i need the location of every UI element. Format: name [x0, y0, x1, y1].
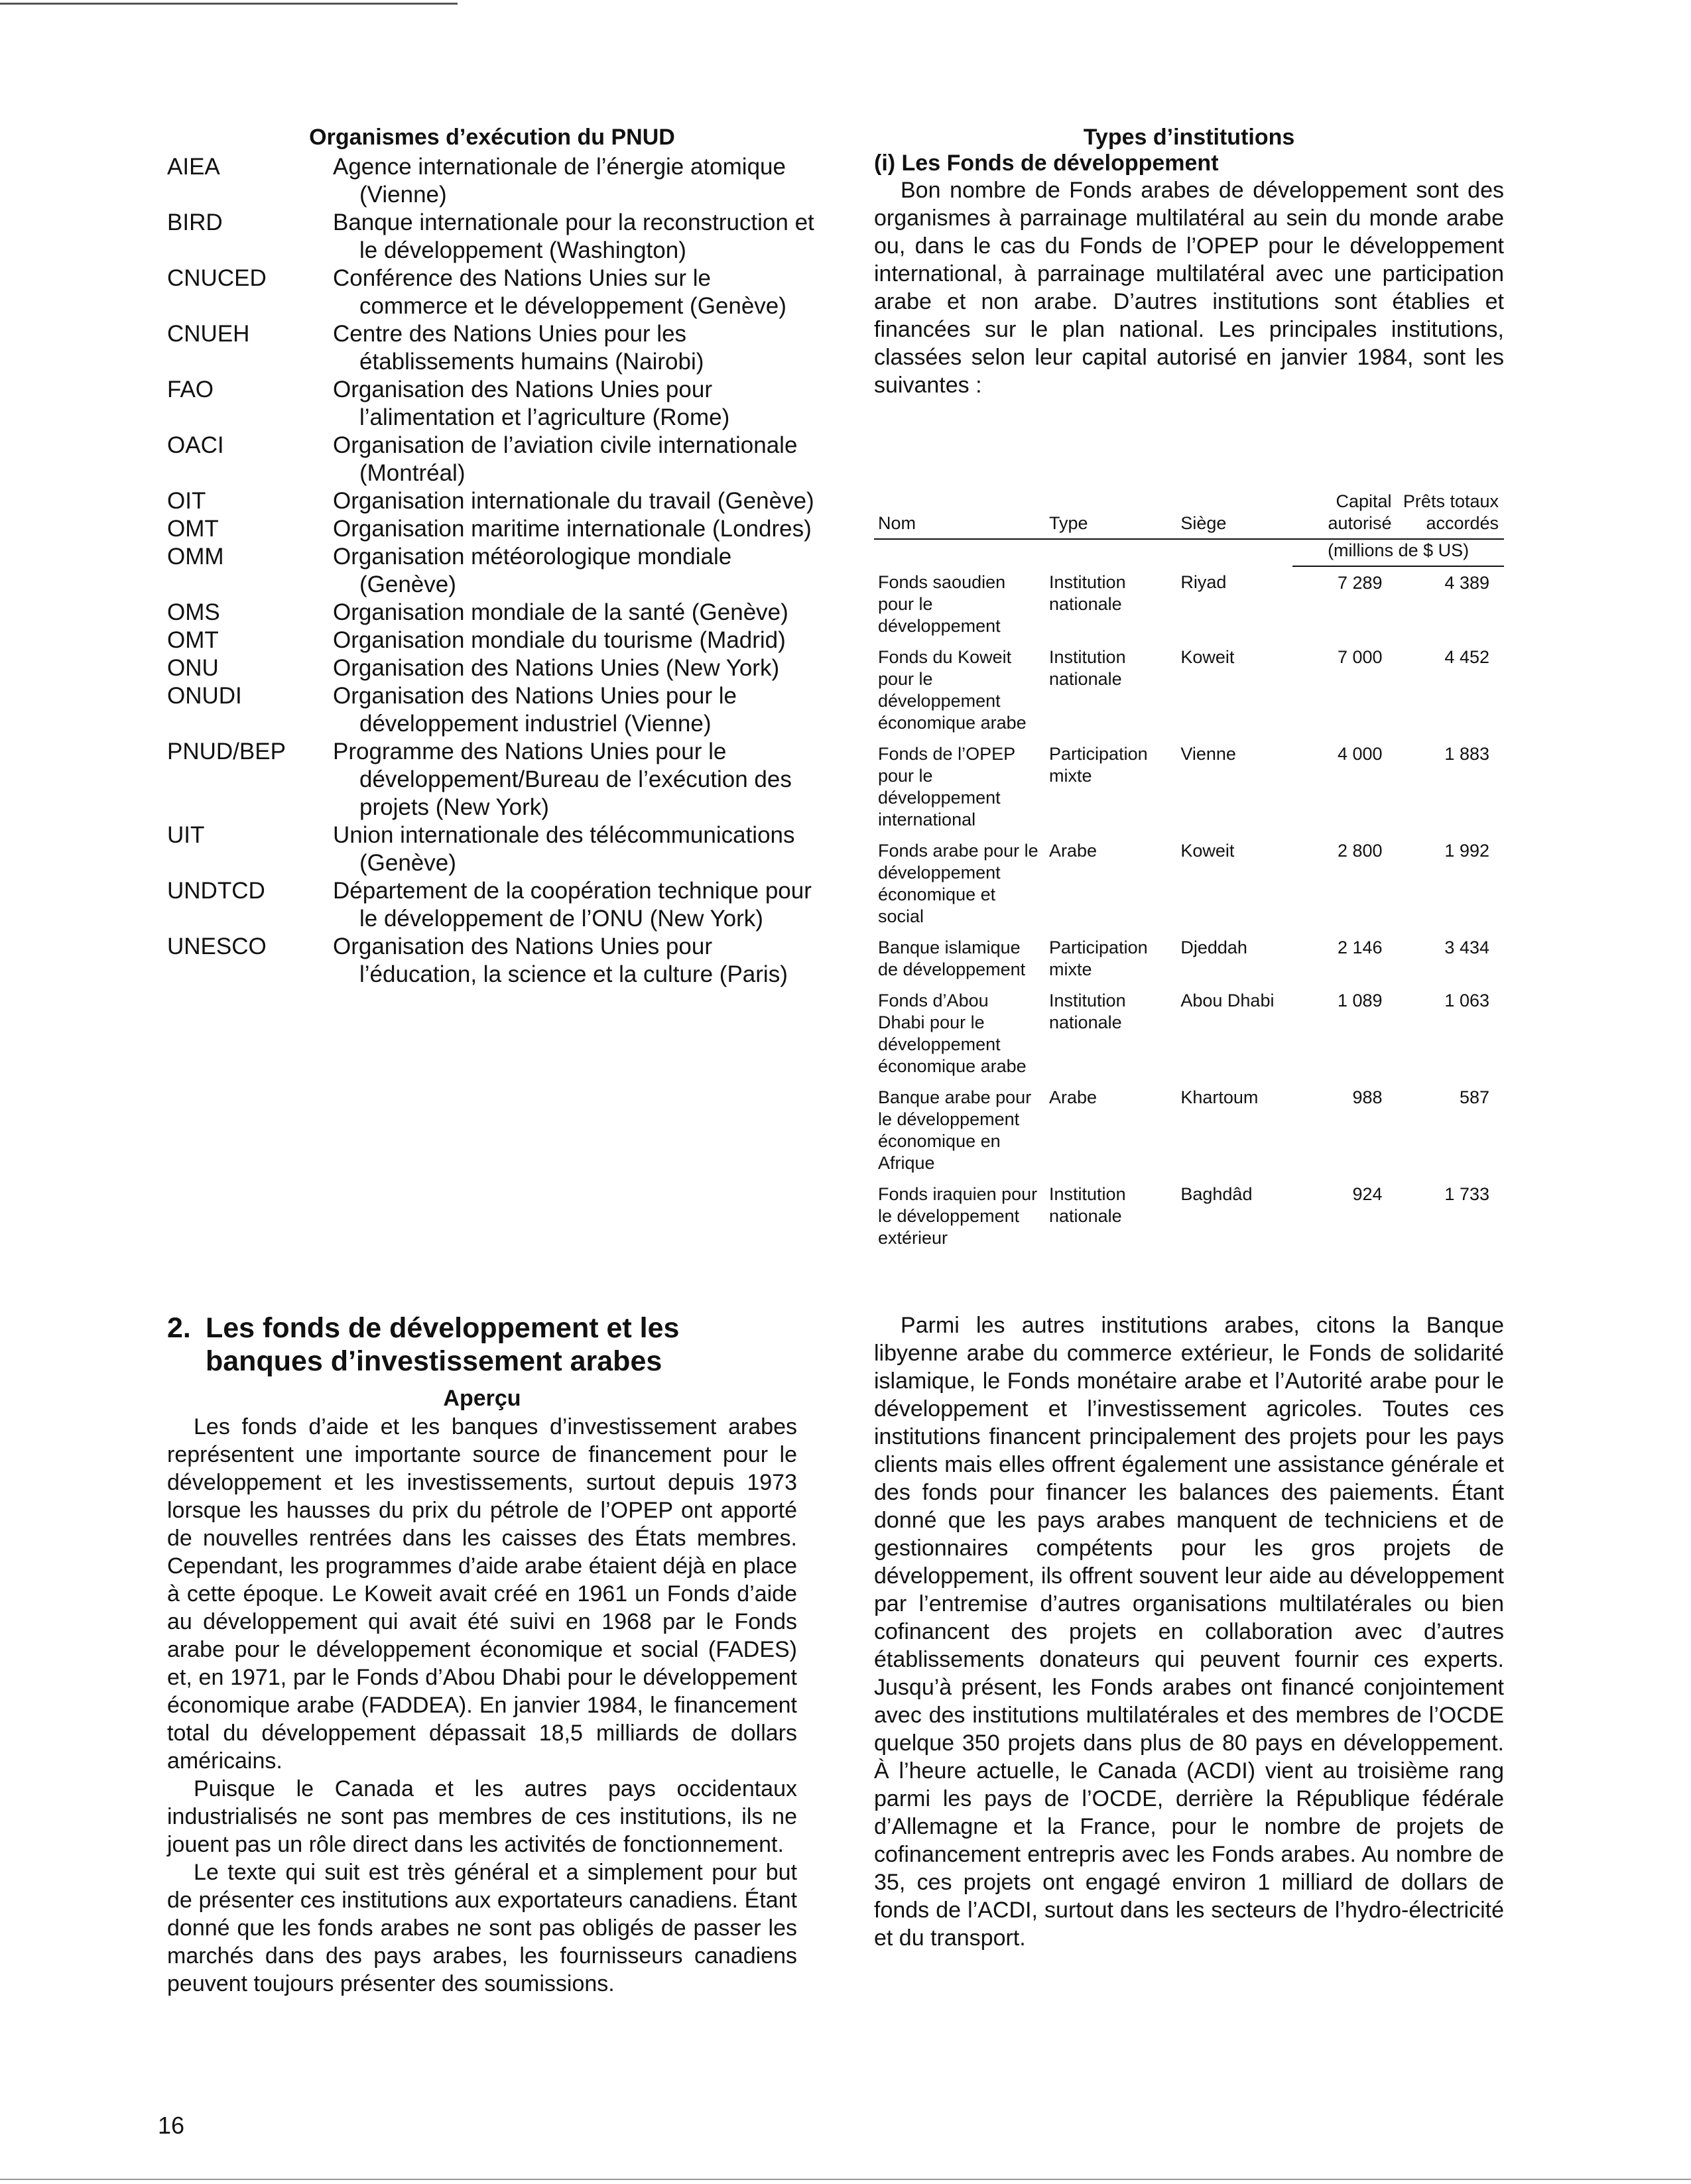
pnud-entry-name: Organisation mondiale du tourisme (Madrid) — [333, 627, 786, 653]
types-title: Types d’institutions — [1083, 125, 1295, 150]
pnud-entry-name: Organisation des Nations Unies (New York) — [333, 655, 780, 681]
cell-type: Arabe — [1049, 1087, 1097, 1107]
cell-nom: Banque islamique de développement — [878, 938, 1026, 979]
pnud-entry-abbr: OIT — [167, 488, 206, 514]
pnud-entry-name: Organisation mondiale de la santé (Genève) — [333, 599, 788, 625]
cell-prets: 4 389 — [1444, 573, 1489, 593]
pnud-entry — [167, 738, 817, 821]
table-row — [874, 932, 1504, 985]
cell-nom: Fonds arabe pour le développement économique et social — [878, 841, 1038, 926]
col-type: Type — [1045, 491, 1176, 539]
cell-type: Arabe — [1049, 841, 1097, 861]
col-prets-label: Prêts totaux accordés — [1403, 491, 1499, 533]
cell-nom: Banque arabe pour le développement économique en Afrique — [878, 1087, 1032, 1173]
pnud-entry — [167, 654, 817, 682]
pnud-entry-abbr: OMM — [167, 544, 224, 570]
section-2-heading — [167, 1311, 797, 1378]
types-subtitle: (i) Les Fonds de développement — [874, 151, 1219, 176]
pnud-entry — [167, 515, 817, 543]
pnud-entry — [167, 487, 817, 515]
cell-type: Institution nationale — [1049, 647, 1126, 689]
funds-table-header — [874, 491, 1504, 539]
pnud-entry-abbr: BIRD — [167, 210, 223, 235]
cell-capital: 2 146 — [1337, 938, 1383, 957]
table-row — [874, 835, 1504, 932]
cell-siege: Baghdâd — [1180, 1184, 1253, 1204]
section-2-subheading: Aperçu — [443, 1386, 521, 1411]
pnud-entry-abbr: UNDTCD — [167, 878, 265, 904]
section-2 — [167, 1311, 797, 1998]
pnud-entry-name: Banque internationale pour la reconstruction et le développement (Washington) — [333, 210, 814, 263]
cell-type: Participation mixte — [1049, 938, 1148, 979]
pnud-entry — [167, 821, 817, 877]
pnud-entry-abbr: ONU — [167, 655, 219, 681]
pnud-entry-abbr: OMS — [167, 599, 220, 625]
pnud-entry-abbr: PNUD/BEP — [167, 739, 286, 764]
col-nom: Nom — [874, 491, 1045, 539]
col-prets — [1397, 491, 1504, 539]
cell-capital: 7 289 — [1337, 573, 1383, 593]
cell-capital: 988 — [1352, 1087, 1383, 1107]
cell-siege: Abou Dhabi — [1180, 991, 1275, 1010]
cell-capital: 2 800 — [1337, 841, 1383, 861]
pnud-entry-abbr: FAO — [167, 377, 214, 402]
section-2-number: 2. — [167, 1312, 191, 1344]
cell-type: Institution nationale — [1049, 572, 1126, 614]
col-siege: Siège — [1176, 491, 1292, 539]
pnud-entry-name: Union internationale des télécommunications (Genève) — [333, 822, 795, 876]
cell-siege: Riyad — [1180, 572, 1227, 592]
pnud-entry-name: Agence internationale de l’énergie atomique (Vienne) — [333, 154, 786, 208]
page-number: 16 — [158, 2112, 185, 2139]
pnud-entry-abbr: UIT — [167, 822, 205, 848]
pnud-agencies-list — [167, 125, 817, 989]
pnud-entry — [167, 682, 817, 738]
pnud-entry — [167, 376, 817, 432]
pnud-entry — [167, 432, 817, 487]
section-2-paragraph-2: Puisque le Canada et les autres pays occidentaux industrialisés ne sont pas membres de ces institutions, ils ne jouent pas un rôle direct dans les activités de fonctionnement. — [167, 1776, 797, 1857]
cell-siege: Koweit — [1180, 647, 1235, 667]
pnud-entry-name: Organisation des Nations Unies pour l’alimentation et l’agriculture (Rome) — [333, 377, 730, 430]
pnud-entry-name: Programme des Nations Unies pour le développement/Bureau de l’exécution des projets (New York) — [333, 739, 792, 820]
pnud-entry — [167, 933, 817, 989]
table-row — [874, 738, 1504, 835]
cell-capital: 924 — [1352, 1184, 1383, 1204]
pnud-rows — [167, 153, 817, 989]
pnud-entry — [167, 320, 817, 376]
cell-siege: Djeddah — [1180, 938, 1247, 957]
pnud-entry-abbr: UNESCO — [167, 934, 267, 959]
pnud-entry-abbr: AIEA — [167, 154, 220, 180]
pnud-entry — [167, 877, 817, 933]
col-capital-label: Capital autorisé — [1328, 491, 1392, 533]
pnud-list-title: Organismes d’exécution du PNUD — [309, 125, 675, 150]
institution-types — [874, 125, 1504, 399]
cell-capital: 7 000 — [1337, 647, 1383, 667]
pnud-entry — [167, 153, 817, 209]
section-2-paragraph-1: Les fonds d’aide et les banques d’investissement arabes représentent une importante source de financement pour le développement et les investissements, surtout depuis 1973 lorsque les hausses du prix du pétrole de l’OPEP ont apporté de nouvelles rentrées dans les caisses des États membres. Cependant, les programmes d’aide arabe étaient déjà en place à cette époque. Le Koweit avait créé en 1961 un Fonds d’aide au développement qui avait été suivi en 1968 par le Fonds arabe pour le développement économique et social (FADES) et, en 1971, par le Fonds d’Abou Dhabi pour le développement économique arabe (FADDEA). En janvier 1984, le financement total du développement dépassait 18,5 milliards de dollars américains. — [167, 1414, 797, 1774]
cell-siege: Vienne — [1180, 744, 1236, 764]
pnud-entry-abbr: CNUCED — [167, 265, 267, 291]
cell-nom: Fonds saoudien pour le développement — [878, 572, 1006, 636]
section-2-right-column — [874, 1311, 1504, 1952]
cell-prets: 1 063 — [1444, 991, 1489, 1010]
cell-siege: Khartoum — [1180, 1087, 1259, 1107]
pnud-entry-abbr: OACI — [167, 432, 224, 458]
pnud-entry-abbr: ONUDI — [167, 683, 242, 709]
section-2-title: Les fonds de développement et les banques d’investissement arabes — [206, 1312, 680, 1377]
pnud-entry — [167, 265, 817, 320]
cell-type: Participation mixte — [1049, 744, 1148, 786]
table-row — [874, 641, 1504, 738]
cell-nom: Fonds de l’OPEP pour le développement international — [878, 744, 1015, 829]
table-row — [874, 566, 1504, 641]
top-rule — [0, 3, 458, 5]
pnud-entry-abbr: OMT — [167, 627, 219, 653]
cell-prets: 4 452 — [1444, 647, 1489, 667]
table-row — [874, 1178, 1504, 1253]
pnud-entry-name: Conférence des Nations Unies sur le commerce et le développement (Genève) — [333, 265, 786, 319]
cell-prets: 1 883 — [1444, 744, 1489, 764]
cell-capital: 1 089 — [1337, 991, 1383, 1010]
pnud-entry — [167, 209, 817, 265]
pnud-entry-name: Organisation des Nations Unies pour le développement industriel (Vienne) — [333, 683, 737, 737]
col-units: (millions de $ US) — [1292, 539, 1504, 566]
cell-nom: Fonds d’Abou Dhabi pour le développement économique arabe — [878, 991, 1027, 1076]
bottom-rule — [0, 2179, 1691, 2180]
types-paragraph: Bon nombre de Fonds arabes de développement sont des organismes à parrainage multilatéral au sein du monde arabe ou, dans le cas du Fonds de l’OPEP pour le développement international, à parrainage multilatéral avec une participation arabe et non arabe. D’autres institutions sont établies et financées sur le plan national. Les principales institutions, classées selon leur capital autorisé en janvier 1984, sont les suivantes : — [874, 178, 1504, 398]
pnud-entry-name: Organisation de l’aviation civile internationale (Montréal) — [333, 432, 798, 486]
pnud-entry-name: Centre des Nations Unies pour les établissements humains (Nairobi) — [333, 321, 704, 375]
cell-prets: 587 — [1459, 1087, 1489, 1107]
pnud-entry — [167, 543, 817, 599]
section-2-right-paragraph: Parmi les autres institutions arabes, citons la Banque libyenne arabe du commerce extérieur, le Fonds de solidarité islamique, le Fonds monétaire arabe et l’Autorité arabe pour le développement et l’investissement agricoles. Toutes ces institutions financent principalement des projets pour les pays clients mais elles offrent également une assistance générale et des fonds pour financer les balances des paiements. Étant donné que les pays arabes manquent de techniciens et de gestionnaires compétents pour les gros projets de développement, ils offrent souvent leur aide au développement par l’entremise d’autres organisations multilatérales ou bien cofinancent des projets en collaboration avec d’autres établissements donateurs qui peuvent fournir ces experts. Jusqu’à présent, les Fonds arabes ont financé conjointement avec des institutions multilatérales et des membres de l’OCDE quelque 350 projets dans plus de 80 pays en développement. À l’heure actuelle, le Canada (ACDI) vient au troisième rang parmi les pays de l’OCDE, derrière la République fédérale d’Allemagne et la France, pour le nombre de projets de cofinancement entrepris avec les Fonds arabes. Au nombre de 35, ces projets ont engagé environ 1 milliard de dollars de fonds de l’ACDI, surtout dans les secteurs de l’hydro-électricité et du transport. — [874, 1313, 1504, 1951]
pnud-entry-name: Département de la coopération technique pour le développement de l’ONU (New York) — [333, 878, 812, 932]
col-capital — [1292, 491, 1397, 539]
pnud-entry-name: Organisation maritime internationale (Londres) — [333, 516, 812, 542]
cell-siege: Koweit — [1180, 841, 1235, 861]
cell-prets: 1 733 — [1444, 1184, 1489, 1204]
cell-prets: 3 434 — [1444, 938, 1489, 957]
pnud-entry — [167, 627, 817, 654]
pnud-entry-name: Organisation internationale du travail (Genève) — [333, 488, 814, 514]
cell-nom: Fonds du Koweit pour le développement économique arabe — [878, 647, 1027, 733]
cell-nom: Fonds iraquien pour le développement extérieur — [878, 1184, 1038, 1248]
pnud-entry-name: Organisation météorologique mondiale (Genève) — [333, 544, 732, 597]
funds-table-body — [874, 566, 1504, 1253]
section-2-paragraph-3: Le texte qui suit est très général et a simplement pour but de présenter ces institutions aux exportateurs canadiens. Étant donné que les fonds arabes ne sont pas obligés de passer les marchés dans des pays arabes, les fournisseurs canadiens peuvent toujours présenter des soumissions. — [167, 1860, 797, 1996]
cell-type: Institution nationale — [1049, 991, 1126, 1032]
table-row — [874, 985, 1504, 1081]
cell-type: Institution nationale — [1049, 1184, 1126, 1226]
table-row — [874, 1081, 1504, 1178]
cell-prets: 1 992 — [1444, 841, 1489, 861]
funds-table — [874, 491, 1504, 1253]
pnud-entry-name: Organisation des Nations Unies pour l’éducation, la science et la culture (Paris) — [333, 934, 788, 987]
cell-capital: 4 000 — [1337, 744, 1383, 764]
pnud-entry-abbr: OMT — [167, 516, 219, 542]
pnud-entry-abbr: CNUEH — [167, 321, 250, 347]
pnud-entry — [167, 599, 817, 627]
